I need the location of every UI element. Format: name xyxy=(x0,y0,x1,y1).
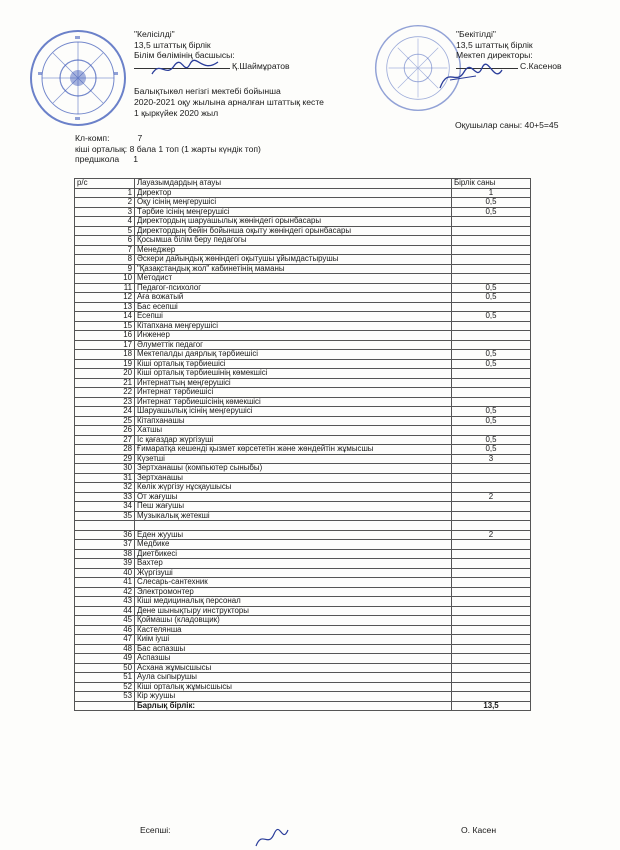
unit-count xyxy=(452,321,531,331)
unit-count xyxy=(452,388,531,398)
approved-heading: "Бекітілді" xyxy=(456,29,496,39)
position-name: Медбике xyxy=(135,540,452,550)
approved-units: 13,5 штаттық бірлік xyxy=(456,39,533,50)
table-row xyxy=(75,511,531,521)
position-name: Ғимаратқа кешенді қызмет көрсететін және жөндейтін жұмысшы xyxy=(135,445,452,455)
agreed-units: 13,5 штаттық бірлік xyxy=(134,39,211,50)
unit-count xyxy=(452,521,531,531)
position-name: Слесарь-сантехник xyxy=(135,578,452,588)
header-number: р/с xyxy=(75,179,135,189)
position-name: Әлуметтік педагог xyxy=(135,340,452,350)
table-row xyxy=(75,616,531,626)
table-row xyxy=(75,625,531,635)
row-number: 3 xyxy=(75,207,135,217)
staff-table-body xyxy=(75,188,531,701)
table-row xyxy=(75,264,531,274)
position-name: Кітапхана меңгерушісі xyxy=(135,321,452,331)
classes-label: Кл-комп: xyxy=(75,133,110,143)
position-name: Көлік жүргізу нұсқаушысы xyxy=(135,483,452,493)
preschool-value: 1 xyxy=(133,154,138,164)
header-position: Лауазымдардың атауы xyxy=(135,179,452,189)
position-name: Жүргізуші xyxy=(135,568,452,578)
unit-count xyxy=(452,644,531,654)
unit-count xyxy=(452,397,531,407)
unit-count xyxy=(452,378,531,388)
table-row xyxy=(75,635,531,645)
table-row xyxy=(75,435,531,445)
unit-count xyxy=(452,502,531,512)
unit-count xyxy=(452,483,531,493)
approved-name: С.Касенов xyxy=(520,60,562,71)
table-row xyxy=(75,293,531,303)
table-row xyxy=(75,578,531,588)
position-name: Аула сыпырушы xyxy=(135,673,452,683)
position-name: Хатшы xyxy=(135,426,452,436)
position-name: Кіші медициналық персонал xyxy=(135,597,452,607)
table-row xyxy=(75,226,531,236)
title-line: 1 қыркүйек 2020 жыл xyxy=(134,108,219,118)
row-number: 6 xyxy=(75,236,135,246)
table-row xyxy=(75,502,531,512)
position-name: Интернат тәрбиешісінің көмекшісі xyxy=(135,397,452,407)
table-row xyxy=(75,331,531,341)
position-name: Қосымша білім беру педагогы xyxy=(135,236,452,246)
table-row xyxy=(75,454,531,464)
table-row xyxy=(75,568,531,578)
unit-count: 2 xyxy=(452,492,531,502)
position-name: Пеш жағушы xyxy=(135,502,452,512)
row-number: 37 xyxy=(75,540,135,550)
row-number: 45 xyxy=(75,616,135,626)
row-number: 1 xyxy=(75,188,135,198)
agreed-position: Білім бөлімінің басшысы: xyxy=(134,50,235,61)
unit-count xyxy=(452,369,531,379)
row-number: 12 xyxy=(75,293,135,303)
position-name: Вахтер xyxy=(135,559,452,569)
row-number: 18 xyxy=(75,350,135,360)
row-number: 50 xyxy=(75,663,135,673)
table-row xyxy=(75,559,531,569)
unit-count xyxy=(452,540,531,550)
unit-count xyxy=(452,635,531,645)
position-name: Музыкалық жетекші xyxy=(135,511,452,521)
row-number: 4 xyxy=(75,217,135,227)
table-row xyxy=(75,682,531,692)
unit-count xyxy=(452,597,531,607)
table-header-row xyxy=(75,179,531,189)
signature-agreed xyxy=(150,58,220,80)
position-name: Кір жуушы xyxy=(135,692,452,702)
row-number: 26 xyxy=(75,426,135,436)
row-number: 43 xyxy=(75,597,135,607)
unit-count xyxy=(452,464,531,474)
position-name: Кастелянша xyxy=(135,625,452,635)
table-row xyxy=(75,245,531,255)
row-number: 33 xyxy=(75,492,135,502)
staff-table xyxy=(74,178,531,711)
position-name: Директор xyxy=(135,188,452,198)
position-name: Инженер xyxy=(135,331,452,341)
total-empty-cell xyxy=(75,701,135,711)
row-number: 38 xyxy=(75,549,135,559)
position-name: Есепші xyxy=(135,312,452,322)
unit-count xyxy=(452,692,531,702)
table-row xyxy=(75,530,531,540)
row-number: 51 xyxy=(75,673,135,683)
row-number: 32 xyxy=(75,483,135,493)
row-number: 53 xyxy=(75,692,135,702)
unit-count xyxy=(452,302,531,312)
row-number: 41 xyxy=(75,578,135,588)
row-number: 11 xyxy=(75,283,135,293)
title-line: 2020-2021 оқу жылына арналған штаттық кесте xyxy=(134,97,324,107)
position-name: Әскери дайындық жөніндегі оқытушы ұйымдастырушы xyxy=(135,255,452,265)
position-name: Кіші орталық тәрбиешісі xyxy=(135,359,452,369)
unit-count xyxy=(452,663,531,673)
unit-count: 0,5 xyxy=(452,312,531,322)
unit-count: 0,5 xyxy=(452,207,531,217)
unit-count: 0,5 xyxy=(452,416,531,426)
table-row xyxy=(75,492,531,502)
mini-center-info: кіші орталық: 8 бала 1 топ (1 жарты күндік топ) xyxy=(75,143,261,154)
table-row xyxy=(75,359,531,369)
unit-count xyxy=(452,473,531,483)
position-name: Дене шынықтыру инструкторы xyxy=(135,606,452,616)
unit-count xyxy=(452,217,531,227)
row-number: 25 xyxy=(75,416,135,426)
table-row xyxy=(75,654,531,664)
table-row xyxy=(75,321,531,331)
unit-count xyxy=(452,559,531,569)
row-number: 36 xyxy=(75,530,135,540)
row-number: 16 xyxy=(75,331,135,341)
unit-count xyxy=(452,331,531,341)
unit-count: 0,5 xyxy=(452,359,531,369)
header-units: Бірлік саны xyxy=(452,179,531,189)
table-row xyxy=(75,207,531,217)
position-name: Оқу ісінің меңгерушісі xyxy=(135,198,452,208)
table-row xyxy=(75,198,531,208)
unit-count xyxy=(452,426,531,436)
row-number: 40 xyxy=(75,568,135,578)
title-line: Балықтыкөл негізгі мектебі бойынша xyxy=(134,86,281,96)
table-row xyxy=(75,340,531,350)
total-value: 13,5 xyxy=(452,701,531,711)
unit-count xyxy=(452,236,531,246)
preschool-label: предшкола xyxy=(75,154,120,164)
table-row xyxy=(75,312,531,322)
table-row xyxy=(75,302,531,312)
position-name: Методист xyxy=(135,274,452,284)
row-number: 28 xyxy=(75,445,135,455)
unit-count xyxy=(452,255,531,265)
position-name: Аспазшы xyxy=(135,654,452,664)
position-name: Педагог-психолог xyxy=(135,283,452,293)
table-row xyxy=(75,426,531,436)
row-number: 39 xyxy=(75,559,135,569)
row-number: 22 xyxy=(75,388,135,398)
table-row xyxy=(75,445,531,455)
table-row xyxy=(75,606,531,616)
table-row xyxy=(75,473,531,483)
table-row xyxy=(75,369,531,379)
row-number: 30 xyxy=(75,464,135,474)
approved-position: Мектеп директоры: xyxy=(456,50,533,61)
table-row xyxy=(75,597,531,607)
row-number: 15 xyxy=(75,321,135,331)
table-row xyxy=(75,236,531,246)
table-row xyxy=(75,549,531,559)
table-row xyxy=(75,521,531,531)
unit-count xyxy=(452,264,531,274)
row-number: 42 xyxy=(75,587,135,597)
table-row xyxy=(75,673,531,683)
unit-count xyxy=(452,568,531,578)
unit-count: 0,5 xyxy=(452,407,531,417)
unit-count: 1 xyxy=(452,188,531,198)
unit-count xyxy=(452,226,531,236)
table-row xyxy=(75,397,531,407)
row-number: 17 xyxy=(75,340,135,350)
table-row xyxy=(75,540,531,550)
unit-count: 2 xyxy=(452,530,531,540)
position-name: Кіші орталық жұмысшысы xyxy=(135,682,452,692)
row-number: 13 xyxy=(75,302,135,312)
row-number: 49 xyxy=(75,654,135,664)
position-name: Бас аспазшы xyxy=(135,644,452,654)
row-number: 20 xyxy=(75,369,135,379)
position-name: Бас есепші xyxy=(135,302,452,312)
unit-count xyxy=(452,606,531,616)
class-info xyxy=(75,133,261,165)
unit-count xyxy=(452,625,531,635)
position-name: Директордың шаруашылық жөніндегі орынбасары xyxy=(135,217,452,227)
document-title xyxy=(134,86,324,119)
row-number: 21 xyxy=(75,378,135,388)
unit-count: 0,5 xyxy=(452,350,531,360)
position-name: "Қазақстандық жол" кабинетінің маманы xyxy=(135,264,452,274)
table-row xyxy=(75,464,531,474)
position-name: Диетбикесі xyxy=(135,549,452,559)
unit-count: 3 xyxy=(452,454,531,464)
row-number: 34 xyxy=(75,502,135,512)
row-number: 23 xyxy=(75,397,135,407)
position-name: Мектепалды даярлық тәрбиешісі xyxy=(135,350,452,360)
row-number: 5 xyxy=(75,226,135,236)
unit-count xyxy=(452,274,531,284)
students-count: Оқушылар саны: 40+5=45 xyxy=(455,120,559,130)
row-number: 48 xyxy=(75,644,135,654)
table-row xyxy=(75,692,531,702)
signature-approved xyxy=(436,62,506,92)
table-row xyxy=(75,188,531,198)
unit-count xyxy=(452,616,531,626)
position-name: Директордың бейін бойынша оқыту жөніндегі орынбасары xyxy=(135,226,452,236)
position-name: Еден жуушы xyxy=(135,530,452,540)
row-number: 27 xyxy=(75,435,135,445)
unit-count xyxy=(452,245,531,255)
row-number: 46 xyxy=(75,625,135,635)
table-row xyxy=(75,483,531,493)
row-number: 47 xyxy=(75,635,135,645)
unit-count: 0,5 xyxy=(452,445,531,455)
accountant-name: О. Касен xyxy=(461,825,497,835)
total-row xyxy=(75,701,531,711)
unit-count xyxy=(452,340,531,350)
row-number: 2 xyxy=(75,198,135,208)
position-name: Іс қағаздар жүргізуші xyxy=(135,435,452,445)
row-number: 19 xyxy=(75,359,135,369)
row-number xyxy=(75,521,135,531)
unit-count xyxy=(452,511,531,521)
table-row xyxy=(75,388,531,398)
table-row xyxy=(75,378,531,388)
table-row xyxy=(75,283,531,293)
unit-count: 0,5 xyxy=(452,198,531,208)
position-name: Кітапханашы xyxy=(135,416,452,426)
row-number: 29 xyxy=(75,454,135,464)
agreed-name: Қ.Шаймұратов xyxy=(232,60,290,71)
unit-count xyxy=(452,549,531,559)
signature-accountant xyxy=(252,826,292,848)
row-number: 44 xyxy=(75,606,135,616)
total-label: Барлық бірлік: xyxy=(135,701,452,711)
row-number: 8 xyxy=(75,255,135,265)
classes-value: 7 xyxy=(137,133,143,143)
position-name: Аға вожатый xyxy=(135,293,452,303)
unit-count: 0,5 xyxy=(452,435,531,445)
table-row xyxy=(75,274,531,284)
position-name: От жағушы xyxy=(135,492,452,502)
agreed-heading: "Келісілді" xyxy=(134,29,175,39)
unit-count xyxy=(452,578,531,588)
position-name: Асхана жұмысшысы xyxy=(135,663,452,673)
position-name: Зертханашы (компьютер сыныбы) xyxy=(135,464,452,474)
position-name: Зертханашы xyxy=(135,473,452,483)
position-name: Интернат тәрбиешісі xyxy=(135,388,452,398)
table-row xyxy=(75,350,531,360)
position-name: Менеджер xyxy=(135,245,452,255)
position-name: Киім іуші xyxy=(135,635,452,645)
table-row xyxy=(75,663,531,673)
row-number: 7 xyxy=(75,245,135,255)
position-name: Күзетші xyxy=(135,454,452,464)
row-number: 24 xyxy=(75,407,135,417)
position-name: Шаруашылық ісінің меңгерушісі xyxy=(135,407,452,417)
unit-count: 0,5 xyxy=(452,293,531,303)
position-name: Кіші орталық тәрбиешінің көмекшісі xyxy=(135,369,452,379)
unit-count xyxy=(452,673,531,683)
table-row xyxy=(75,587,531,597)
table-row xyxy=(75,407,531,417)
unit-count xyxy=(452,682,531,692)
official-seal-left xyxy=(28,28,128,128)
position-name: Интернаттың меңгерушісі xyxy=(135,378,452,388)
row-number: 10 xyxy=(75,274,135,284)
table-row xyxy=(75,416,531,426)
table-row xyxy=(75,255,531,265)
unit-count xyxy=(452,587,531,597)
table-row xyxy=(75,217,531,227)
row-number: 31 xyxy=(75,473,135,483)
unit-count: 0,5 xyxy=(452,283,531,293)
position-name xyxy=(135,521,452,531)
table-row xyxy=(75,644,531,654)
row-number: 9 xyxy=(75,264,135,274)
row-number: 14 xyxy=(75,312,135,322)
position-name: Электромонтер xyxy=(135,587,452,597)
position-name: Тәрбие ісінің меңгерушісі xyxy=(135,207,452,217)
row-number: 52 xyxy=(75,682,135,692)
accountant-label: Есепші: xyxy=(140,825,171,835)
row-number: 35 xyxy=(75,511,135,521)
position-name: Қоймашы (кладовщик) xyxy=(135,616,452,626)
unit-count xyxy=(452,654,531,664)
